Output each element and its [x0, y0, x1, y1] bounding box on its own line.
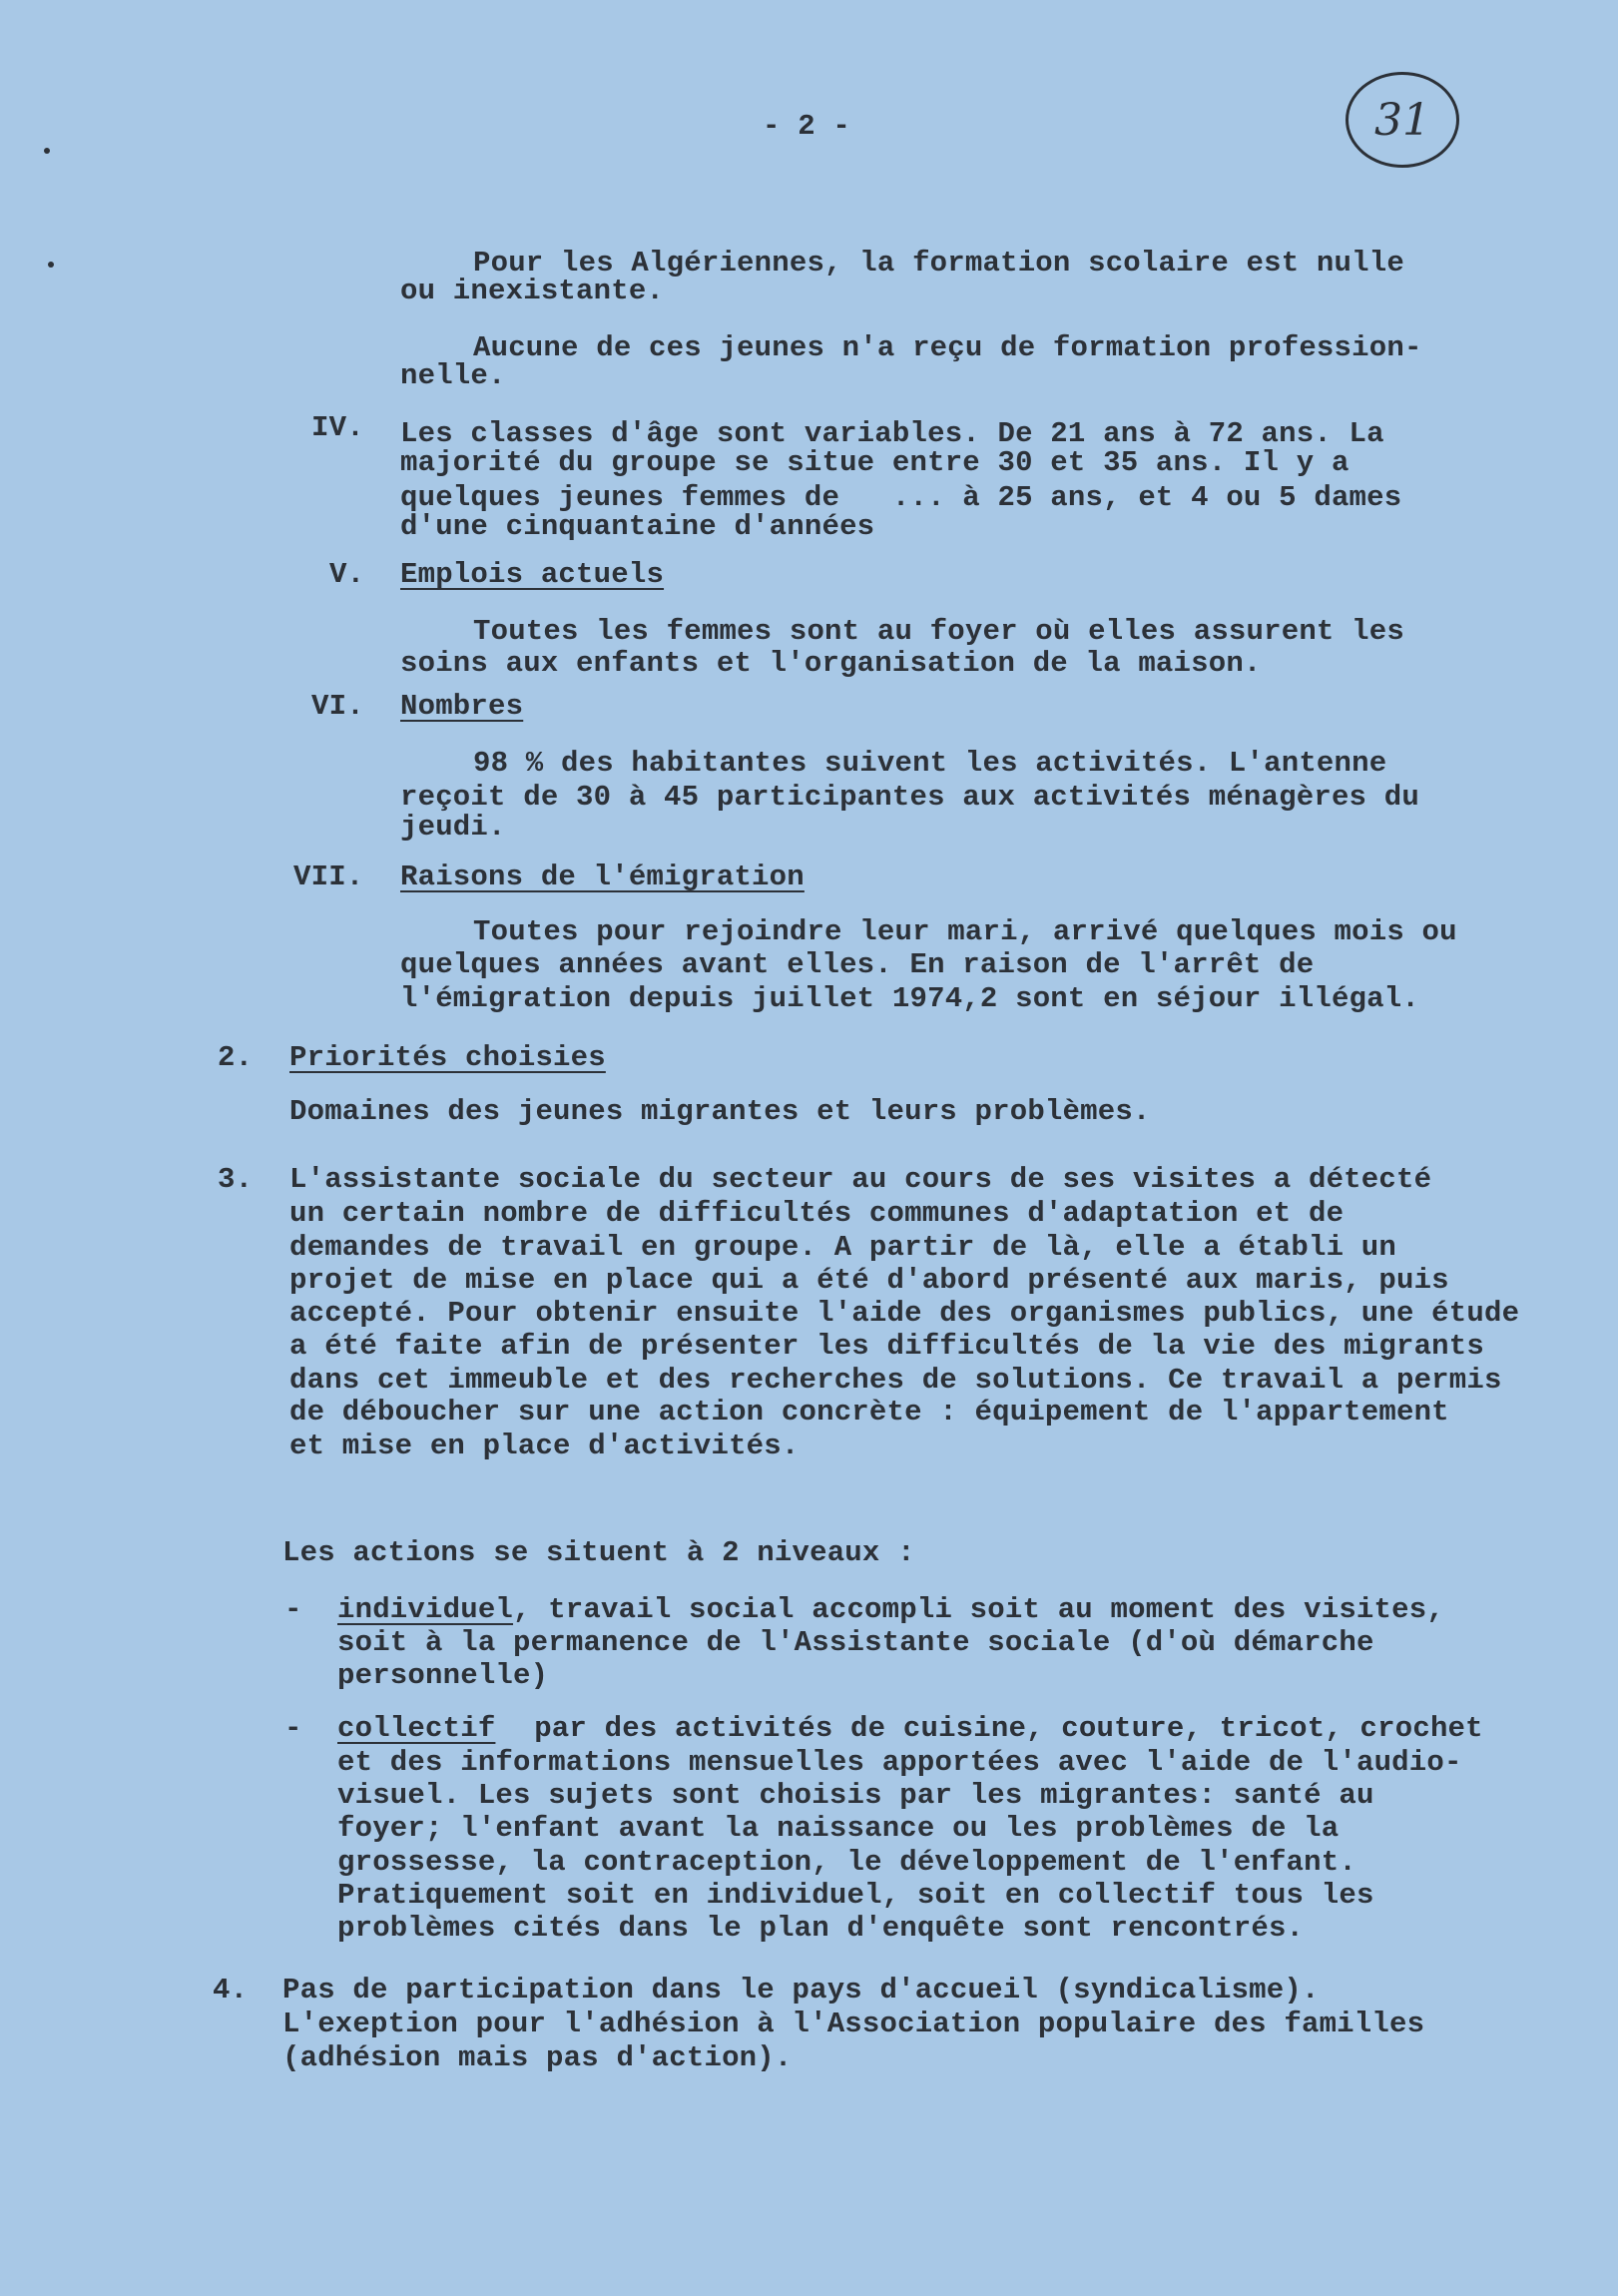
text-line: visuel. Les sujets sont choisis par les migrantes: santé au — [337, 1779, 1374, 1812]
text-line: projet de mise en place qui a été d'abord présenté aux maris, puis — [289, 1264, 1449, 1297]
list-dash: - — [284, 1593, 302, 1626]
section-numeral: VI. — [311, 690, 364, 723]
text-line: nelle. — [400, 359, 506, 392]
folio-stamp: 31 — [1346, 72, 1459, 168]
text-line: L'exeption pour l'adhésion à l'Association populaire des familles — [282, 2008, 1425, 2040]
section-number: 3. — [218, 1163, 254, 1196]
section-numeral: IV. — [311, 411, 364, 444]
section-heading: Emplois actuels — [400, 558, 665, 591]
text-line: 98 % des habitantes suivent les activités. L'antenne — [473, 747, 1387, 780]
text-line: et des informations mensuelles apportées avec l'aide de l'audio- — [337, 1746, 1462, 1779]
section-numeral: V. — [329, 558, 365, 591]
list-term: collectif — [337, 1712, 496, 1745]
text-line: ou inexistante. — [400, 275, 665, 307]
text-line: , travail social accompli soit au moment des visites, — [513, 1593, 1444, 1626]
text-line: Pas de participation dans le pays d'accueil (syndicalisme). — [282, 1974, 1320, 2007]
list-term: individuel — [337, 1593, 514, 1626]
text-line: Aucune de ces jeunes n'a reçu de formation profession- — [473, 331, 1422, 364]
margin-mark — [48, 262, 54, 268]
text-line: de déboucher sur une action concrète : équipement de l'appartement — [289, 1396, 1449, 1429]
text-line: L'assistante sociale du secteur au cours de ses visites a détecté — [289, 1163, 1432, 1196]
section-number: 4. — [213, 1974, 249, 2007]
text-line: Toutes pour rejoindre leur mari, arrivé quelques mois ou — [473, 915, 1457, 948]
text-line: Toutes les femmes sont au foyer où elles assurent les — [473, 615, 1404, 648]
text-line: majorité du groupe se situe entre 30 et 35 ans. Il y a — [400, 446, 1349, 479]
page-number: - 2 - — [763, 110, 851, 143]
text-line: grossesse, la contraception, le développement de l'enfant. — [337, 1846, 1356, 1879]
text-line: Les classes d'âge sont variables. De 21 ans à 72 ans. La — [400, 417, 1384, 450]
section-numeral: VII. — [293, 861, 364, 893]
text-line: quelques jeunes femmes de ... à 25 ans, et 4 ou 5 dames — [400, 481, 1402, 514]
text-line: Pour les Algériennes, la formation scolaire est nulle — [473, 247, 1404, 280]
text-line: demandes de travail en groupe. A partir de là, elle a établi un — [289, 1231, 1396, 1264]
section-heading: Nombres — [400, 690, 524, 723]
text-line: personnelle) — [337, 1659, 549, 1692]
text-line: soins aux enfants et l'organisation de la maison. — [400, 647, 1262, 680]
text-line: Les actions se situent à 2 niveaux : — [282, 1536, 915, 1569]
text-line: dans cet immeuble et des recherches de solutions. Ce travail a permis — [289, 1364, 1502, 1397]
list-dash: - — [284, 1712, 302, 1745]
text-line: par des activités de cuisine, couture, tricot, crochet — [499, 1712, 1483, 1745]
text-line: problèmes cités dans le plan d'enquête sont rencontrés. — [337, 1912, 1305, 1945]
margin-mark — [44, 148, 50, 154]
text-line: accepté. Pour obtenir ensuite l'aide des organismes publics, une étude — [289, 1297, 1520, 1330]
text-line: Domaines des jeunes migrantes et leurs problèmes. — [289, 1095, 1151, 1128]
text-line: (adhésion mais pas d'action). — [282, 2041, 793, 2074]
section-heading: Raisons de l'émigration — [400, 861, 805, 893]
text-line: a été faite afin de présenter les difficultés de la vie des migrants — [289, 1330, 1484, 1363]
text-line: l'émigration depuis juillet 1974,2 sont en séjour illégal. — [400, 982, 1419, 1015]
text-line: d'une cinquantaine d'années — [400, 510, 875, 543]
text-line: reçoit de 30 à 45 participantes aux activités ménagères du — [400, 781, 1419, 814]
text-line: jeudi. — [400, 811, 506, 844]
text-line: soit à la permanence de l'Assistante sociale (d'où démarche — [337, 1626, 1374, 1659]
text-line: et mise en place d'activités. — [289, 1430, 800, 1462]
text-line: quelques années avant elles. En raison de l'arrêt de — [400, 948, 1315, 981]
text-line: Pratiquement soit en individuel, soit en collectif tous les — [337, 1879, 1374, 1912]
section-number: 2. — [218, 1041, 254, 1074]
text-line: foyer; l'enfant avant la naissance ou les problèmes de la — [337, 1812, 1340, 1845]
section-heading: Priorités choisies — [289, 1041, 606, 1074]
text-line: un certain nombre de difficultés communes d'adaptation et de — [289, 1197, 1345, 1230]
